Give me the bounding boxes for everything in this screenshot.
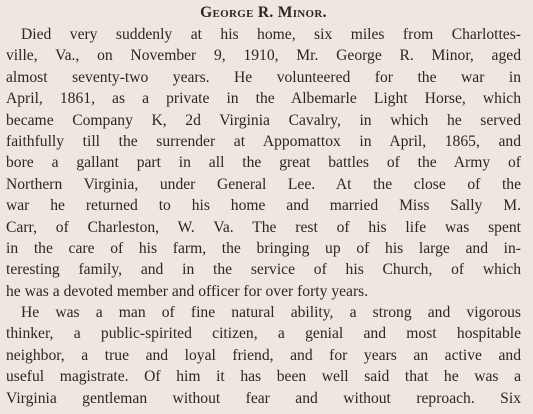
text-line: war he returned to his home and married Miss Sally M. bbox=[6, 197, 521, 215]
text-line: Died very suddenly at his home, six miles from Charlottes- bbox=[21, 26, 521, 43]
text-line: teresting family, and in the service of his Church, of which bbox=[6, 261, 521, 279]
text-line: Carr, of Charleston, W. Va. The rest of his life was spent bbox=[6, 218, 521, 236]
text-line: he was a devoted member and officer for over forty years. bbox=[6, 282, 369, 300]
text-line: in the care of his farm, the bringing up of his large and in- bbox=[6, 239, 521, 257]
text-line: bore a gallant part in all the great battles of the Army of bbox=[6, 154, 521, 172]
text-line: thinker, a public-spirited citizen, a genial and most hospitable bbox=[6, 325, 521, 343]
text-line: Northern Virginia, under General Lee. At the close of the bbox=[6, 175, 521, 193]
text-line: became Company K, 2d Virginia Cavalry, in which he served bbox=[6, 111, 521, 129]
text-line: useful magistrate. Of him it has been well said that he was a bbox=[6, 368, 521, 386]
paragraph-1 bbox=[6, 24, 521, 302]
text-line: almost seventy-two years. He volunteered for the war in bbox=[6, 68, 521, 86]
text-line: April, 1861, as a private in the Albemarle Light Horse, which bbox=[6, 90, 521, 108]
text-line: faithfully till the surrender at Appomattox in April, 1865, and bbox=[6, 132, 521, 150]
text-line: Virginia gentleman without fear and without reproach. Six bbox=[6, 389, 521, 407]
text-line: He was a man of fine natural ability, a strong and vigorous bbox=[21, 304, 521, 322]
article-title: George R. Minor. bbox=[200, 4, 327, 21]
text-line: ville, Va., on November 9, 1910, Mr. George R. Minor, aged bbox=[6, 47, 521, 65]
paragraph-2 bbox=[6, 302, 521, 409]
text-line: neighbor, a true and loyal friend, and for years an active and bbox=[6, 346, 521, 364]
